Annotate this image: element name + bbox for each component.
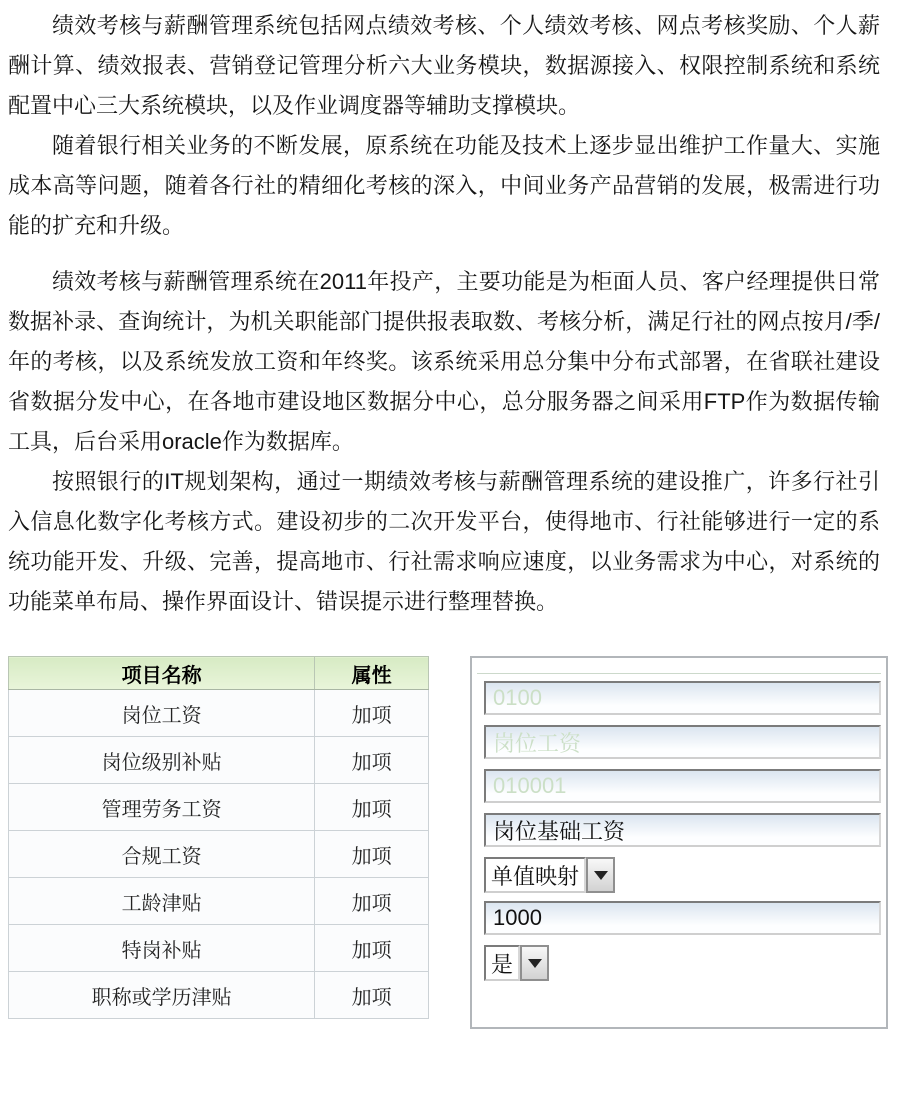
dropdown-button[interactable] — [586, 857, 615, 893]
paragraph-modules: 绩效考核与薪酬管理系统包括网点绩效考核、个人绩效考核、网点考核奖励、个人薪酬计算、绩效报表、营销登记管理分析六大业务模块，数据源接入、权限控制系统和系统配置中心三大系统模块，以及作业调度器等辅助支撑模块。 — [8, 13, 880, 118]
item-name-cell: 特岗补贴 — [9, 925, 315, 972]
sub-item-code-field[interactable] — [484, 769, 881, 803]
amount-field[interactable] — [484, 901, 881, 935]
table-row — [9, 784, 429, 831]
enabled-flag-select[interactable] — [484, 945, 549, 981]
mapping-type-select[interactable] — [484, 857, 615, 893]
attribute-cell: 加项 — [315, 878, 429, 925]
item-name-cell: 职称或学历津贴 — [9, 972, 315, 1019]
attribute-cell: 加项 — [315, 925, 429, 972]
item-name-cell: 管理劳务工资 — [9, 784, 315, 831]
attribute-cell: 加项 — [315, 972, 429, 1019]
bottom-section — [0, 656, 900, 1029]
column-header-item-name: 项目名称 — [9, 657, 315, 690]
item-name-cell: 工龄津贴 — [9, 878, 315, 925]
mapping-type-value: 单值映射 — [484, 857, 586, 893]
table-row — [9, 831, 429, 878]
dropdown-button[interactable] — [520, 945, 549, 981]
table-row — [9, 925, 429, 972]
paragraph-background: 随着银行相关业务的不断发展，原系统在功能及技术上逐步显出维护工作量大、实施成本高等问题，随着各行社的精细化考核的深入，中间业务产品营销的发展，极需进行功能的扩充和升级。 — [8, 133, 880, 238]
item-name-cell: 岗位工资 — [9, 690, 315, 737]
column-header-attribute: 属性 — [315, 657, 429, 690]
chevron-down-icon — [594, 871, 608, 880]
salary-items-table — [8, 656, 429, 1019]
item-name-cell: 合规工资 — [9, 831, 315, 878]
table-header — [9, 657, 429, 690]
item-name-field[interactable] — [484, 725, 881, 759]
item-name-cell: 岗位级别补贴 — [9, 737, 315, 784]
table-row — [9, 690, 429, 737]
sub-item-name-field[interactable] — [484, 813, 881, 847]
table-row — [9, 737, 429, 784]
form-fields — [472, 674, 886, 989]
detail-form-panel — [470, 656, 888, 1029]
attribute-cell: 加项 — [315, 690, 429, 737]
attribute-cell: 加项 — [315, 831, 429, 878]
panel-header-strip — [477, 658, 881, 674]
chevron-down-icon — [528, 959, 542, 968]
table-row — [9, 972, 429, 1019]
item-code-field[interactable] — [484, 681, 881, 715]
enabled-flag-value: 是 — [484, 945, 520, 981]
paragraph-system-history: 绩效考核与薪酬管理系统在2011年投产，主要功能是为柜面人员、客户经理提供日常数据补录、查询统计，为机关职能部门提供报表取数、考核分析，满足行社的网点按月/季/年的考核，以及系统发放工资和年终奖。该系统采用总分集中分布式部署，在省联社建设省数据分发中心，在各地市建设地区数据分中心，总分服务器之间采用FTP作为数据传输工具，后台采用oracle作为数据库。 — [8, 269, 880, 454]
table-row — [9, 878, 429, 925]
paragraph-it-plan: 按照银行的IT规划架构，通过一期绩效考核与薪酬管理系统的建设推广，许多行社引入信息化数字化考核方式。建设初步的二次开发平台，使得地市、行社能够进行一定的系统功能开发、升级、完善，提高地市、行社需求响应速度，以业务需求为中心，对系统的功能菜单布局、操作界面设计、错误提示进行整理替换。 — [8, 469, 880, 614]
attribute-cell: 加项 — [315, 737, 429, 784]
attribute-cell: 加项 — [315, 784, 429, 831]
